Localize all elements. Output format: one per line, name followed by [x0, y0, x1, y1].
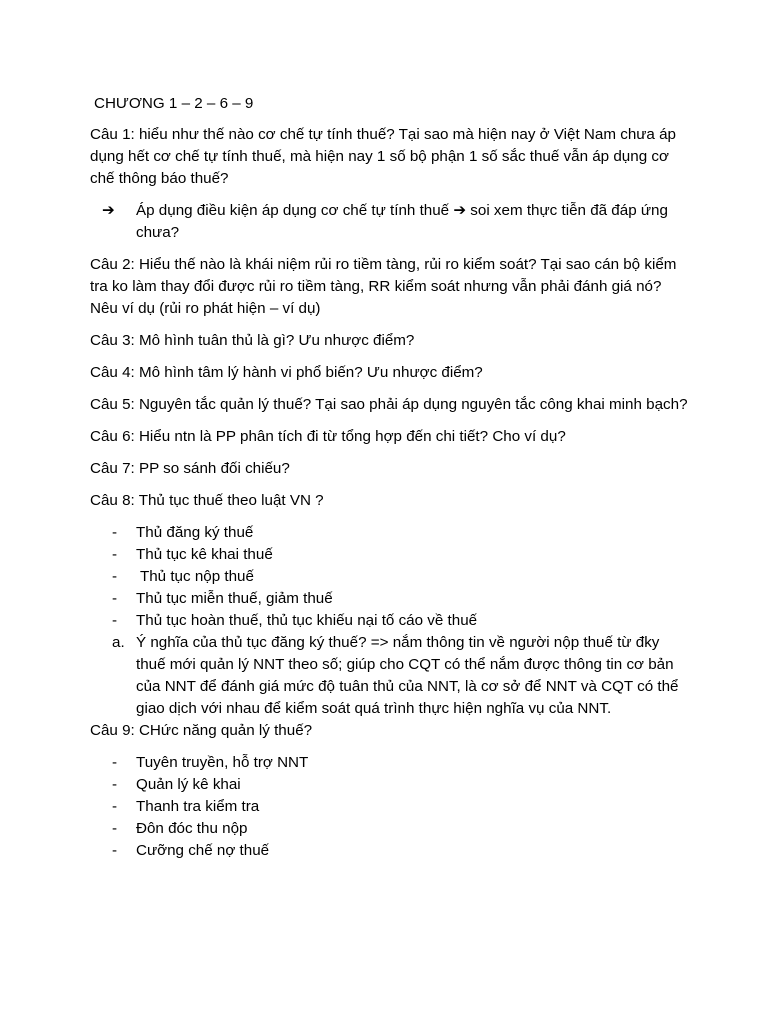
- list-item-text: Ý nghĩa của thủ tục đăng ký thuế? => nắm thông tin về người nộp thuế từ đky thuế mới quản lý NNT theo số; giúp cho CQT có thể nắm được thông tin cơ bản của NNT để đánh giá mức độ tuân thủ của NNT, là cơ sở để NNT và CQT có thể giao dịch với nhau để kiểm soát quá trình thực hiện nghĩa vụ của NNT.: [136, 634, 679, 717]
- dash-marker: -: [112, 568, 118, 585]
- list-item: [90, 774, 688, 796]
- question-7: Câu 7: PP so sánh đối chiếu?: [90, 460, 290, 477]
- list-item-text: Cưỡng chế nợ thuế: [136, 842, 270, 859]
- dash-marker: -: [112, 590, 118, 607]
- question-1: Câu 1: hiểu như thế nào cơ chế tự tính thuế? Tại sao mà hiện nay ở Việt Nam chưa áp dụng hết cơ chế tự tính thuế, mà hiện nay 1 số bộ phận 1 số sắc thuế vẫn áp dụng cơ chế thông báo thuế?: [90, 126, 676, 187]
- question-9-list: [90, 752, 688, 862]
- list-item: [90, 632, 688, 720]
- list-item-text: Thủ tục kê khai thuế: [136, 546, 273, 563]
- list-item-text: Thủ đăng ký thuế: [136, 524, 254, 541]
- dash-marker: -: [112, 524, 118, 541]
- dash-marker: -: [112, 820, 118, 837]
- list-item: [90, 566, 688, 588]
- list-item: [90, 752, 688, 774]
- list-item-text: Thanh tra kiểm tra: [136, 798, 260, 815]
- question-4: Câu 4: Mô hình tâm lý hành vi phổ biến? Ưu nhược điểm?: [90, 364, 483, 381]
- question-2: Câu 2: Hiểu thế nào là khái niệm rủi ro tiềm tàng, rủi ro kiểm soát? Tại sao cán bộ kiểm tra ko làm thay đổi được rủi ro tiềm tàng, RR kiểm soát nhưng vẫn phải đánh giá nó? Nêu ví dụ (rủi ro phát hiện – ví dụ): [90, 256, 677, 317]
- dash-marker: -: [112, 612, 118, 629]
- list-item-text: Đôn đóc thu nộp: [136, 820, 248, 837]
- question-8-list: [90, 522, 688, 632]
- list-item: [90, 796, 688, 818]
- dash-marker: -: [112, 776, 118, 793]
- question-8-sublist: [90, 632, 688, 720]
- alpha-marker: a.: [112, 634, 125, 651]
- dash-marker: -: [112, 798, 118, 815]
- dash-marker: -: [112, 754, 118, 771]
- list-item: [90, 544, 688, 566]
- list-item-text: Thủ tục miễn thuế, giảm thuế: [136, 590, 333, 607]
- question-1-answer: [90, 200, 688, 244]
- question-8: Câu 8: Thủ tục thuế theo luật VN ?: [90, 492, 324, 509]
- question-3: Câu 3: Mô hình tuân thủ là gì? Ưu nhược điểm?: [90, 332, 415, 349]
- list-item: [90, 840, 688, 862]
- dash-marker: -: [112, 546, 118, 563]
- question-9: Câu 9: CHức năng quản lý thuế?: [90, 722, 313, 739]
- list-item: [90, 610, 688, 632]
- list-item: [90, 588, 688, 610]
- arrow-right-icon: ➔: [102, 202, 115, 219]
- question-5: Câu 5: Nguyên tắc quản lý thuế? Tại sao phải áp dụng nguyên tắc công khai minh bạch?: [90, 396, 688, 413]
- question-6: Câu 6: Hiểu ntn là PP phân tích đi từ tổng hợp đến chi tiết? Cho ví dụ?: [90, 428, 566, 445]
- list-item-text: Tuyên truyền, hỗ trợ NNT: [136, 754, 309, 771]
- list-item-text: Quản lý kê khai: [136, 776, 241, 793]
- list-item-text: Thủ tục hoàn thuế, thủ tục khiếu nại tố cáo về thuế: [136, 612, 478, 629]
- list-item: [90, 818, 688, 840]
- chapter-heading: CHƯƠNG 1 – 2 – 6 – 9: [94, 95, 254, 112]
- question-1-answer-text: Áp dụng điều kiện áp dụng cơ chế tự tính thuế ➔ soi xem thực tiễn đã đáp ứng chưa?: [136, 202, 668, 241]
- list-item: [90, 522, 688, 544]
- dash-marker: -: [112, 842, 118, 859]
- list-item-text: Thủ tục nộp thuế: [136, 568, 254, 585]
